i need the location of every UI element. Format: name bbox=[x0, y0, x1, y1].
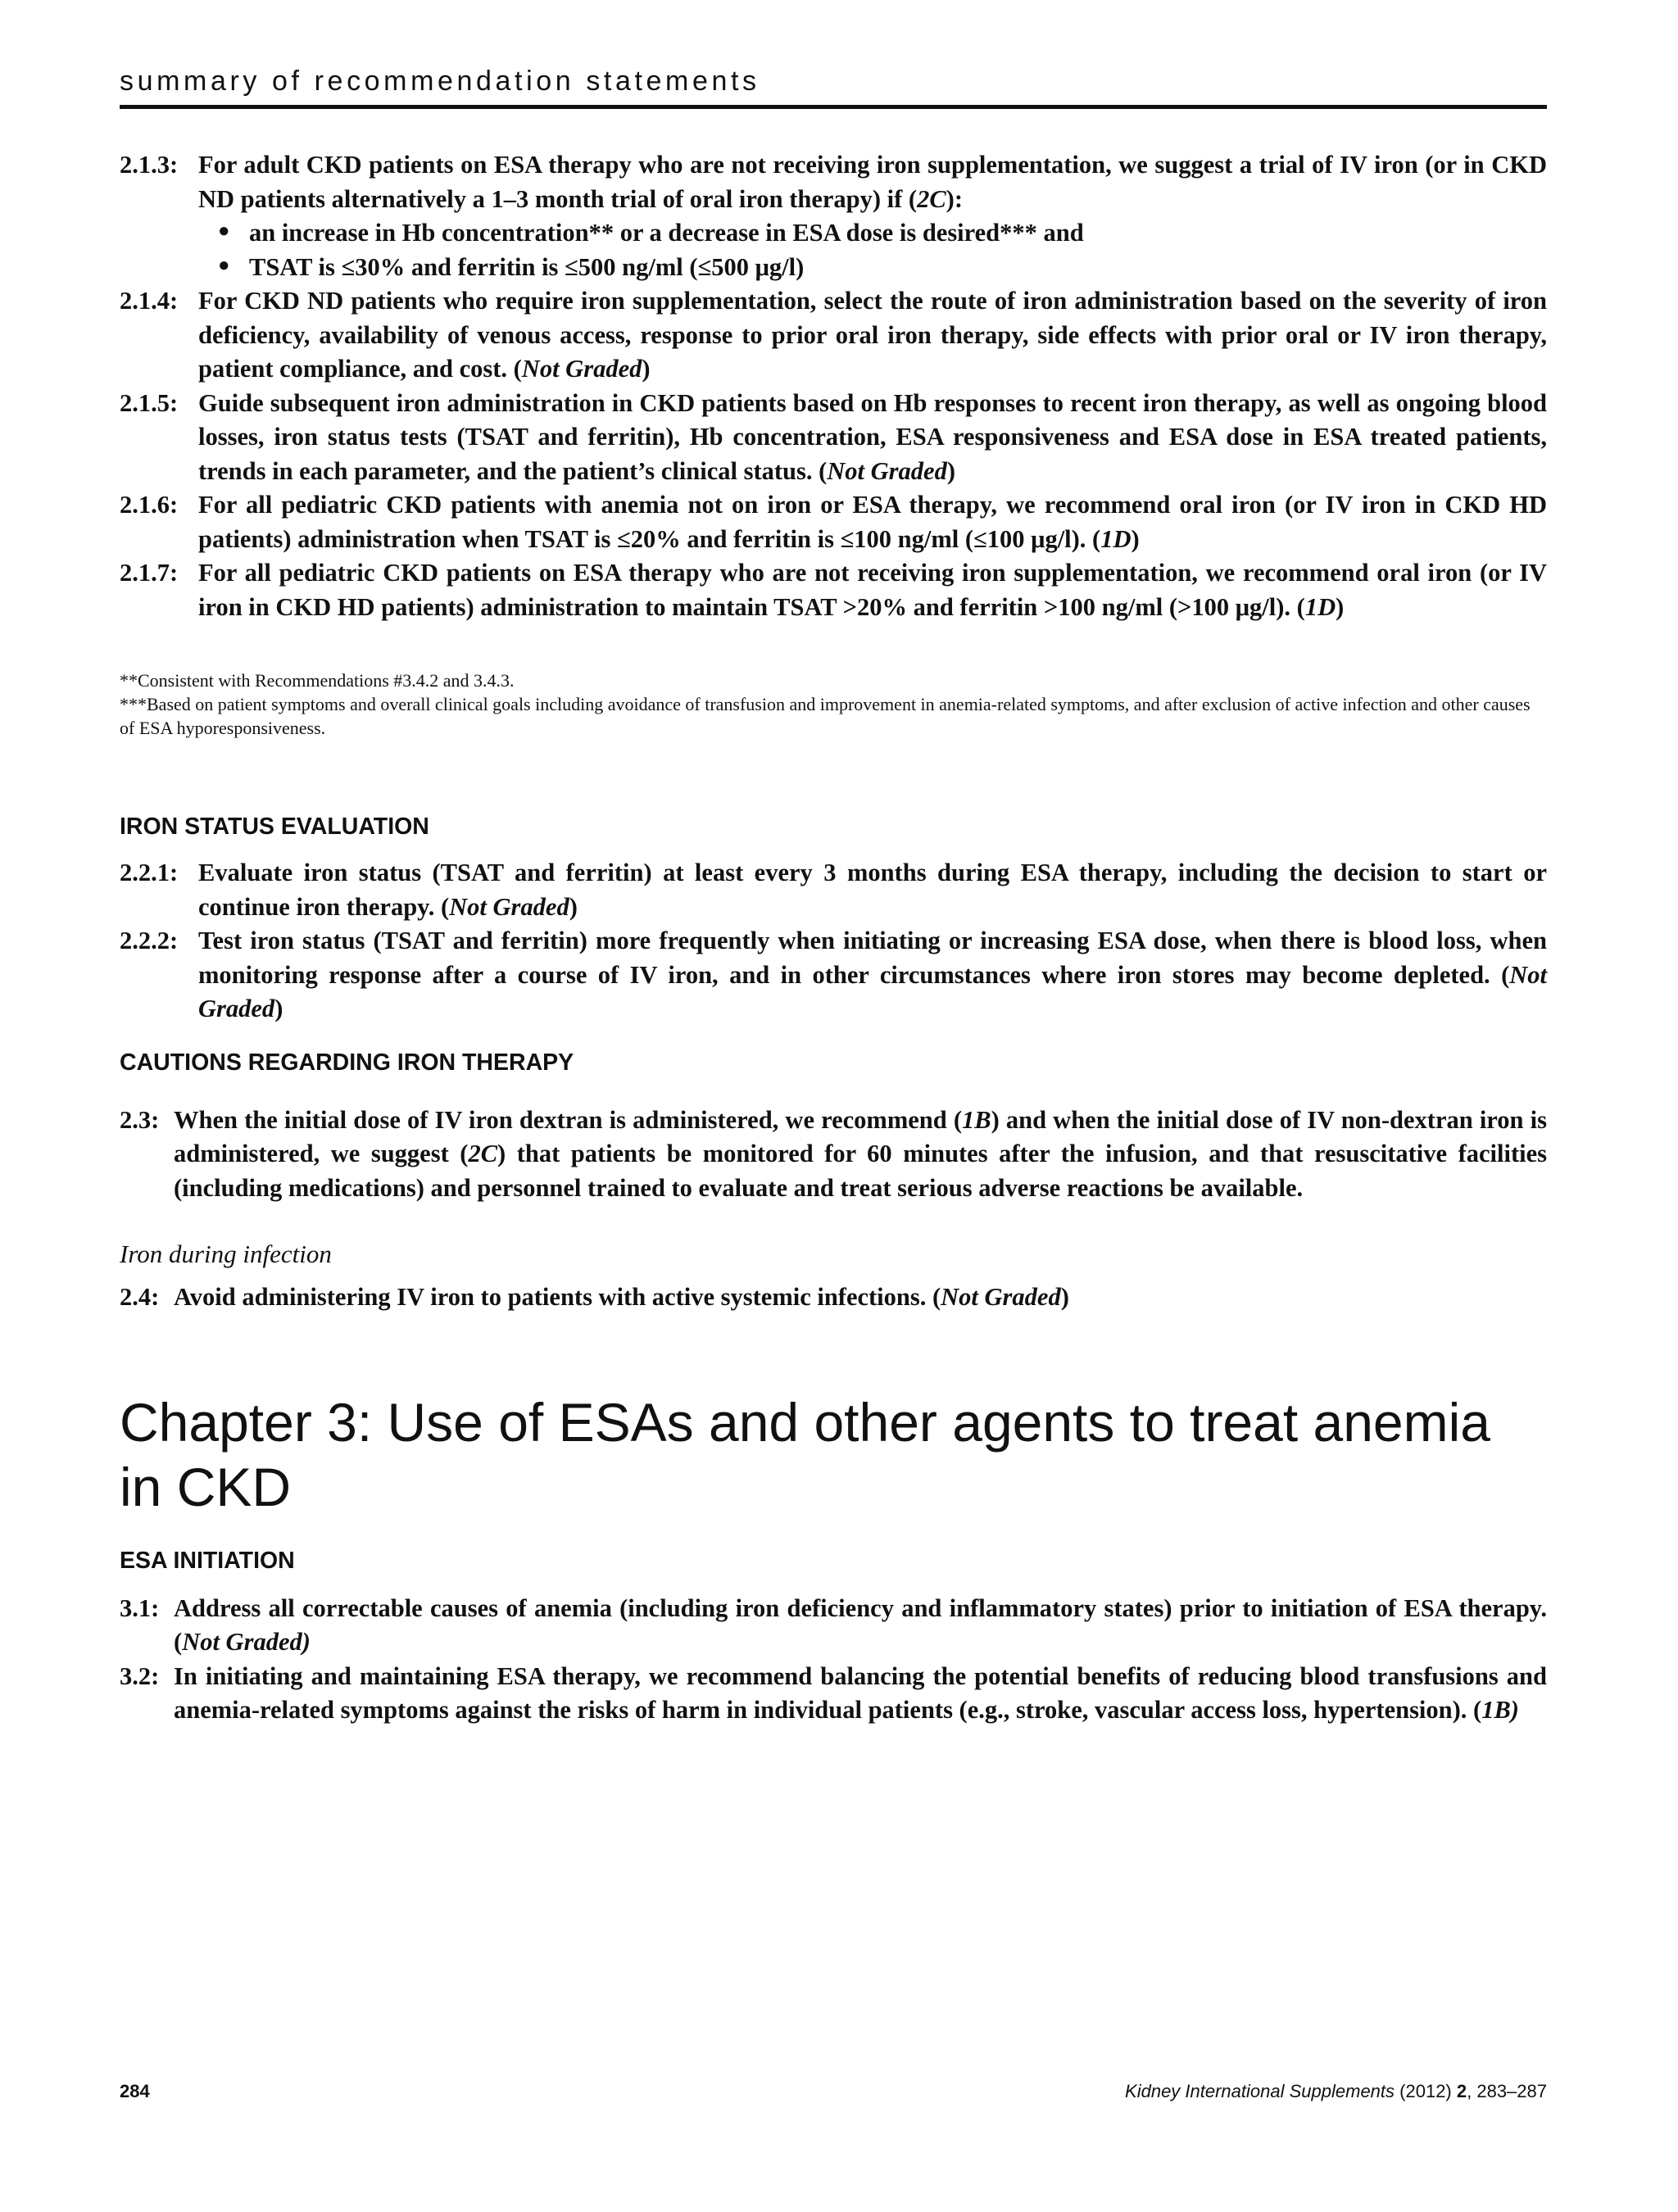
recommendations-3 bbox=[120, 1592, 1547, 1728]
rec-number: 2.3: bbox=[120, 1105, 160, 1134]
rec-text-end: ): bbox=[946, 184, 963, 213]
condition-list bbox=[218, 216, 1547, 284]
rec-text-end: ) bbox=[642, 355, 651, 383]
journal-year: (2012) bbox=[1399, 2081, 1452, 2101]
section-heading-iron-status: IRON STATUS EVALUATION bbox=[120, 814, 429, 840]
rec-text: For all pediatric CKD patients on ESA therapy who are not receiving iron supplementation, we recommend oral iron (or IV iron in CKD HD patients) administration to maintain TSAT >20% and ferritin >100 ng/ml (>100 μg/l). ( bbox=[198, 559, 1547, 621]
footnote: **Consistent with Recommendations #3.4.2 and 3.4.3. bbox=[120, 670, 515, 691]
page-content bbox=[120, 62, 1547, 1728]
condition-item: ● TSAT is ≤30% and ferritin is ≤500 ng/ml (≤500 μg/l) bbox=[218, 251, 1547, 285]
rec-number: 2.1.6: bbox=[120, 491, 179, 519]
rec-number: 2.2.2: bbox=[120, 927, 179, 954]
rec-text: Test iron status (TSAT and ferritin) more frequently when initiating or increasing ESA dose, when there is blood loss, when monitoring response after a course of IV iron, and in other circumstances where iron stores may become depleted. ( bbox=[198, 927, 1547, 989]
rec-text: Address all correctable causes of anemia (including iron deficiency and inflammatory states) prior to initiation of ESA therapy. ( bbox=[174, 1593, 1547, 1656]
recommendation-2-1-4 bbox=[120, 284, 1547, 387]
recommendation-2-1-6 bbox=[120, 488, 1547, 556]
rec-text-end: ) bbox=[569, 892, 578, 921]
rec-grade: Not Graded bbox=[827, 456, 947, 485]
recommendation-3-2 bbox=[120, 1660, 1547, 1728]
rec-grade: 1B bbox=[961, 1105, 991, 1134]
recommendation-2-1-7 bbox=[120, 556, 1547, 624]
rec-grade: Not Graded bbox=[941, 1283, 1061, 1311]
page-number: 284 bbox=[120, 2081, 150, 2101]
recommendation-3-1 bbox=[120, 1592, 1547, 1660]
subheading-infection: Iron during infection bbox=[120, 1240, 332, 1268]
rec-text-end: ) bbox=[946, 456, 956, 485]
rec-text: Guide subsequent iron administration in CKD patients based on Hb responses to recent iron therapy, as well as ongoing blood losses, iron status tests (TSAT and ferritin), Hb concentration, ESA responsiveness and ESA dose in ESA treated patients, trends in each parameter, and the patient’s clinical status. ( bbox=[198, 388, 1547, 485]
rec-text: When the initial dose of IV iron dextran is administered, we recommend ( bbox=[174, 1105, 962, 1134]
rec-text: For CKD ND patients who require iron supplementation, select the route of iron administration based on the severity of iron deficiency, availability of venous access, response to prior oral iron therapy, side effects with prior oral or IV iron therapy, patient compliance, and cost. ( bbox=[198, 287, 1547, 383]
running-head: summary of recommendation statements bbox=[120, 62, 1547, 109]
rec-text: Avoid administering IV iron to patients with active systemic infections. ( bbox=[174, 1283, 941, 1311]
section-heading-cautions: CAUTIONS REGARDING IRON THERAPY bbox=[120, 1049, 574, 1076]
rec-text: For adult CKD patients on ESA therapy who are not receiving iron supplementation, we suggest a trial of IV iron (or in CKD ND patients alternatively a 1–3 month trial of oral iron therapy) if ( bbox=[198, 151, 1547, 213]
rec-text: In initiating and maintaining ESA therapy, we recommend balancing the potential benefits of reducing blood transfusions and anemia-related symptoms against the risks of harm in individual patients (e.g., stroke, vascular access loss, hypertension). ( bbox=[174, 1661, 1547, 1724]
footnote: ***Based on patient symptoms and overall clinical goals including avoidance of transfusion and improvement in anemia-related symptoms, and after exclusion of active infection and other causes of ESA hyporesponsiveness. bbox=[120, 694, 1531, 738]
rec-number: 3.2: bbox=[120, 1661, 160, 1690]
journal-name: Kidney International Supplements bbox=[1125, 2081, 1395, 2101]
recommendation-2-2-2 bbox=[120, 924, 1547, 1027]
rec-text-end: ) bbox=[1131, 524, 1140, 553]
rec-number: 3.1: bbox=[120, 1593, 160, 1622]
rec-grade: Not Graded bbox=[198, 960, 1547, 1022]
recommendations-2-2 bbox=[120, 856, 1547, 1027]
section-heading-esa-initiation: ESA INITIATION bbox=[120, 1547, 295, 1574]
recommendation-2-2-1 bbox=[120, 856, 1547, 924]
journal-volume: 2 bbox=[1456, 2081, 1467, 2101]
recommendations-2-1 bbox=[120, 148, 1547, 624]
recommendation-2-1-5 bbox=[120, 387, 1547, 489]
recommendation-2-4 bbox=[120, 1281, 1547, 1315]
recommendations-2-4 bbox=[120, 1281, 1547, 1315]
rec-grade: 1B) bbox=[1481, 1696, 1519, 1724]
recommendation-2-1-3 bbox=[120, 148, 1547, 284]
rec-text-end: ) bbox=[1336, 592, 1345, 621]
condition-item: ● an increase in Hb concentration** or a decrease in ESA dose is desired*** and bbox=[218, 216, 1547, 251]
rec-text: For all pediatric CKD patients with anemia not on iron or ESA therapy, we recommend oral iron (or IV iron in CKD HD patients) administration when TSAT is ≤20% and ferritin is ≤100 ng/ml (≤100 μg/l). ( bbox=[198, 491, 1547, 553]
rec-number: 2.2.1: bbox=[120, 859, 179, 886]
footnotes bbox=[120, 669, 1547, 740]
rec-text-end: ) bbox=[274, 995, 283, 1022]
rec-grade: 2C bbox=[468, 1140, 498, 1167]
rec-text-end: ) bbox=[1060, 1283, 1069, 1311]
rec-grade: Not Graded bbox=[521, 355, 642, 383]
rec-number: 2.1.3: bbox=[120, 151, 179, 179]
rec-number: 2.1.7: bbox=[120, 559, 179, 587]
rec-grade: 1D bbox=[1304, 592, 1336, 621]
rec-grade: Not Graded bbox=[449, 892, 569, 921]
rec-text: Evaluate iron status (TSAT and ferritin) at least every 3 months during ESA therapy, including the decision to start or continue iron therapy. ( bbox=[198, 859, 1547, 921]
rec-grade: 2C bbox=[917, 184, 946, 213]
rec-text: ) and when the initial dose of IV non-dextran iron is administered, we suggest ( bbox=[174, 1105, 1547, 1167]
rec-number: 2.1.5: bbox=[120, 388, 179, 417]
rec-number: 2.1.4: bbox=[120, 287, 179, 315]
rec-number: 2.4: bbox=[120, 1283, 160, 1311]
chapter-title: Chapter 3: Use of ESAs and other agents to treat anemia in CKD bbox=[120, 1391, 1490, 1517]
rec-grade: Not Graded) bbox=[182, 1628, 311, 1656]
journal-citation bbox=[1125, 2081, 1547, 2102]
recommendations-2-3 bbox=[120, 1104, 1547, 1206]
rec-text: ) that patients be monitored for 60 minutes after the infusion, and that resuscitative facilities (including medications) and personnel trained to evaluate and treat serious adverse reactions be available. bbox=[174, 1140, 1547, 1202]
recommendation-2-3 bbox=[120, 1104, 1547, 1206]
rec-grade: 1D bbox=[1100, 524, 1132, 553]
journal-pages: , 283–287 bbox=[1467, 2081, 1547, 2101]
